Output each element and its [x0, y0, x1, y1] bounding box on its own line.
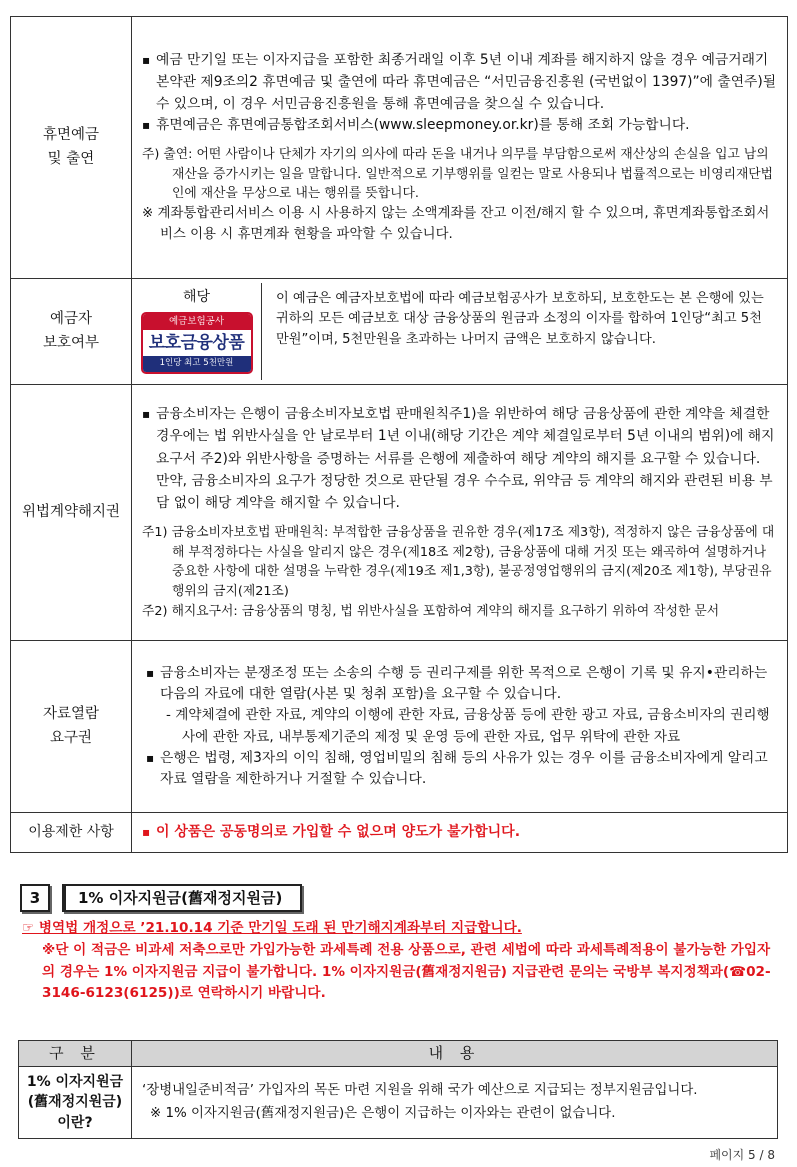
interest-support-line-1: ‘장병내일준비적금’ 가입자의 목돈 마련 지원을 위해 국가 예산으로 지급되는 정부지원금입니다.	[142, 1083, 698, 1099]
row-illegal-contract	[11, 385, 788, 641]
dormant-bullet-2: ▪ 휴면예금은 휴면예금통합조회서비스(www.sleepmoney.or.kr)를 통해 조회 가능합니다.	[142, 115, 777, 136]
seal-main-text: 보호금융상품	[148, 333, 245, 354]
deposit-insurance-seal-icon	[141, 312, 253, 374]
section-title: 1% 이자지원금(舊재정지원금)	[62, 884, 302, 912]
interest-support-line-2: ※ 1% 이자지원금(舊재정지원금)은 은행이 지급하는 이자와는 관련이 없습니다.	[150, 1105, 616, 1121]
alert-line-1: ☞ 병역법 개정으로 ’21.10.14 기준 만기일 도래 된 만기해지계좌부터 지급합니다.	[22, 920, 522, 936]
interest-support-table	[18, 1040, 778, 1139]
protection-badge-box	[132, 283, 262, 381]
row-content-illegal	[132, 385, 788, 641]
restriction-text: ▪ 이 상품은 공동명의로 가입할 수 없으며 양도가 불가합니다.	[142, 822, 777, 844]
table-header-category: 구 분	[19, 1041, 132, 1067]
row-content-dormant	[132, 17, 788, 279]
illegal-note-1: 주1) 금융소비자보호법 판매원칙: 부적합한 금융상품을 권유한 경우(제17조 제3항), 적정하지 않은 금융상품에 대해 부적정하다는 사실을 알리지 않은 경우(제18조 제2항), 금융상품에 대해 거짓 또는 왜곡하여 설명하거나 중요한 사항에 대한 설명을 누락한 경우(제19조 제1,3항), 불공정영업행위의 금지(제20조 제1항), 부당권유행위의 금지(제21조)	[142, 524, 775, 600]
row-dormant-deposit	[11, 17, 788, 279]
section-number: 3	[20, 884, 50, 912]
page-number: 페이지 5 / 8	[709, 1148, 775, 1162]
records-bullet-2: ▪ 은행은 법령, 제3자의 이익 침해, 영업비밀의 침해 등의 사유가 있는 경우 이를 금융소비자에게 알리고 자료 열람을 제한하거나 거절할 수 있습니다.	[146, 748, 777, 791]
dormant-bullet-1: ▪ 예금 만기일 또는 이자지급을 포함한 최종거래일 이후 5년 이내 계좌를 해지하지 않을 경우 예금거래기본약관 제9조의2 휴면예금 및 출연에 따라 휴면예금은 “서민금융진흥원 (국번없이 1397)”에 출연주)될 수 있으며, 이 경우 서민금융진흥원을 통해 휴면예금을 찾으실 수 있습니다.	[142, 49, 777, 115]
row-label-interest-support: 1% 이자지원금 (舊재정지원금) 이란?	[19, 1067, 132, 1139]
illegal-note-2: 주2) 해지요구서: 금융상품의 명칭, 법 위반사실을 포함하여 계약의 해지를 요구하기 위하여 작성한 문서	[142, 604, 720, 620]
records-bullet-1: ▪ 금융소비자는 분쟁조정 또는 소송의 수행 등 권리구제를 위한 목적으로 은행이 기록 및 유지•관리하는 다음의 자료에 대한 열람(사본 및 청취 포함)을 요구할 수 있습니다.	[146, 663, 777, 706]
table-row	[19, 1067, 778, 1139]
row-label-dormant: 휴면예금 및 출연	[11, 17, 132, 279]
document-page	[10, 16, 788, 853]
row-content-restriction	[132, 813, 788, 853]
row-label-restriction: 이용제한 사항	[11, 813, 132, 853]
dormant-reference-note: ※ 계좌통합관리서비스 이용 시 사용하지 않는 소액계좌를 잔고 이전/해지 할 수 있으며, 휴면계좌통합조회서비스 이용 시 휴면계좌 현황을 파악할 수 있습니다.	[142, 206, 770, 243]
row-usage-restriction	[11, 813, 788, 853]
section-3-alert	[22, 918, 782, 1005]
row-label-protection: 예금자 보호여부	[11, 279, 132, 385]
seal-top-text: 예금보험공사	[143, 314, 251, 330]
protection-status: 해당	[182, 288, 211, 305]
table-header-content: 내 용	[132, 1041, 778, 1067]
alert-line-2: ※단 이 적금은 비과세 저축으로만 가입가능한 과세특례 전용 상품으로, 관련 세법에 따라 과세특례적용이 불가능한 가입자의 경우는 1% 이자지원금 지급이 불가합니다. 1% 이자지원금(舊재정지원금) 지급관련 문의는 국방부 복지정책과(☎02-3146-6123(6125))로 연락하시기 바랍니다.	[42, 941, 771, 1002]
row-depositor-protection	[11, 279, 788, 385]
row-content-records	[132, 641, 788, 813]
row-content-protection	[132, 279, 788, 385]
seal-bottom-text: 1인당 최고 5천만원	[143, 356, 251, 372]
row-records-access	[11, 641, 788, 813]
row-content-interest-support	[132, 1067, 778, 1139]
dormant-note: 주) 출연: 어떤 사람이나 단체가 자기의 의사에 따라 돈을 내거나 의무를 부담함으로써 재산상의 손실을 입고 남의 재산을 증가시키는 일을 말합니다. 일반적으로 기부행위를 일컫는 말로 사용되나 법률적으로는 비영리재단법인에 재산을 무상으로 내는 행위를 뜻합니다.	[142, 146, 774, 202]
row-label-illegal: 위법계약해지권	[11, 385, 132, 641]
protection-description: 이 예금은 예금자보호법에 따라 예금보험공사가 보호하되, 보호한도는 본 은행에 있는 귀하의 모든 예금보호 대상 금융상품의 원금과 소정의 이자를 합하여 1인당“최고 5천만원”이며, 5천만원을 초과하는 나머지 금액은 보호하지 않습니다.	[276, 290, 764, 347]
section-3-heading	[20, 884, 302, 912]
illegal-bullet: ▪ 금융소비자는 은행이 금융소비자보호법 판매원칙주1)을 위반하여 해당 금융상품에 관한 계약을 체결한 경우에는 법 위반사실을 안 날로부터 1년 이내(해당 기간은 계약 체결일로부터 5년 이내의 범위)에 해지요구서 주2)와 위반사항을 증명하는 서류를 은행에 제출하여 해당 계약의 해지를 요구할 수 있습니다. 만약, 금융소비자의 요구가 정당한 것으로 판단될 경우 수수료, 위약금 등 계약의 해지와 관련된 비용 부담 없이 해당 계약을 해지할 수 있습니다.	[142, 403, 777, 515]
product-info-table	[10, 16, 788, 853]
records-dash-item: - 계약체결에 관한 자료, 계약의 이행에 관한 자료, 금융상품 등에 관한 광고 자료, 금융소비자의 권리행사에 관한 자료, 내부통제기준의 제정 및 운영 등에 관한 자료, 업무 위탁에 관한 자료	[166, 707, 770, 745]
row-label-records: 자료열람 요구권	[11, 641, 132, 813]
